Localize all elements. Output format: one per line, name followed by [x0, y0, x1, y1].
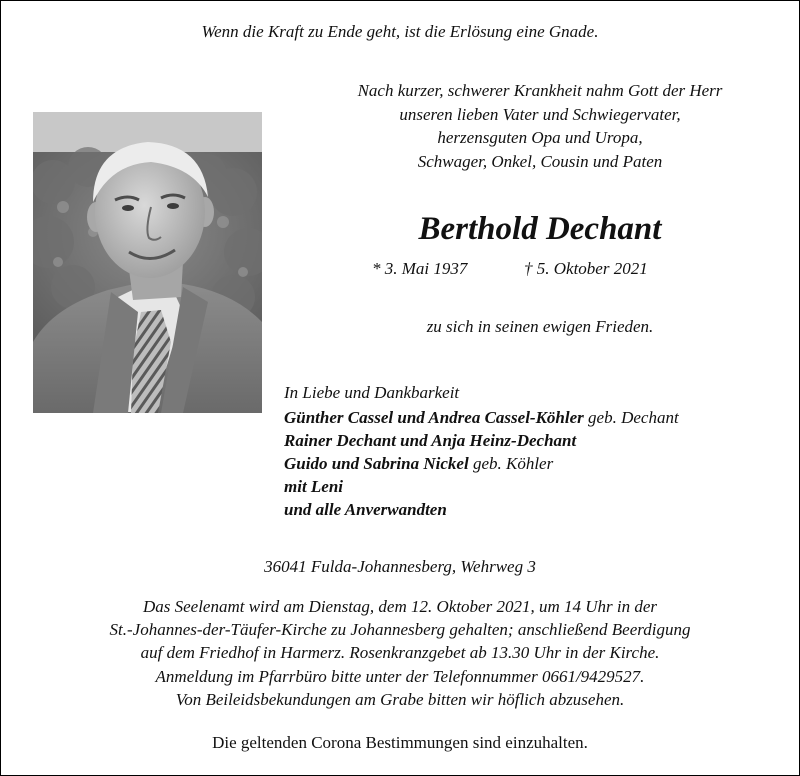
service-line: Anmeldung im Pfarrbüro bitte unter der Telefonnummer 0661/9429527.: [155, 666, 645, 686]
mourner-name: und alle Anverwandten: [284, 500, 447, 519]
mourner-name: Günther Cassel und Andrea Cassel-Köhler: [284, 408, 584, 427]
intro-line: Schwager, Onkel, Cousin und Paten: [417, 151, 663, 171]
service-line: Das Seelenamt wird am Dienstag, dem 12. Oktober 2021, um 14 Uhr in der: [142, 597, 658, 616]
mourner-row: [284, 452, 679, 475]
mourner-name: Rainer Dechant und Anja Heinz-Dechant: [284, 431, 577, 450]
mourner-note: geb. Köhler: [468, 454, 554, 473]
mourners-block: [284, 381, 679, 521]
mourner-row: [284, 498, 679, 521]
birth-date: * 3. Mai 1937: [372, 259, 468, 278]
mourner-name: Guido und Sabrina Nickel: [284, 454, 469, 473]
mourner-row: [284, 475, 679, 498]
motto: Wenn die Kraft zu Ende geht, ist die Erlösung eine Gnade.: [201, 22, 599, 41]
service-line: auf dem Friedhof in Harmerz. Rosenkranzgebet ab 13.30 Uhr in der Kirche.: [140, 643, 660, 663]
deceased-name: Berthold Dechant: [418, 211, 662, 247]
service-details: [0, 595, 800, 711]
service-line: St.-Johannes-der-Täufer-Kirche zu Johannesberg gehalten; anschließend Beerdigung: [109, 620, 691, 640]
intro-line: unseren lieben Vater und Schwiegervater,: [399, 104, 681, 124]
portrait-photo: [33, 112, 262, 413]
mourners-heading: In Liebe und Dankbarkeit: [284, 383, 460, 402]
mourner-row: [284, 406, 679, 429]
mourner-name: mit Leni: [284, 477, 344, 496]
death-date: † 5. Oktober 2021: [524, 259, 648, 278]
family-address: 36041 Fulda-Johannesberg, Wehrweg 3: [264, 557, 536, 576]
intro-line: herzensguten Opa und Uropa,: [437, 128, 643, 147]
peace-line: zu sich in seinen ewigen Frieden.: [426, 317, 654, 336]
intro-text: [300, 79, 780, 173]
corona-note: Die geltenden Corona Bestimmungen sind einzuhalten.: [212, 733, 588, 752]
mourner-note: geb. Dechant: [583, 408, 679, 427]
service-line: Von Beileidsbekundungen am Grabe bitten wir höflich abzusehen.: [175, 689, 625, 709]
intro-line: Nach kurzer, schwerer Krankheit nahm Gott der Herr: [357, 81, 723, 100]
mourner-row: [284, 429, 679, 452]
